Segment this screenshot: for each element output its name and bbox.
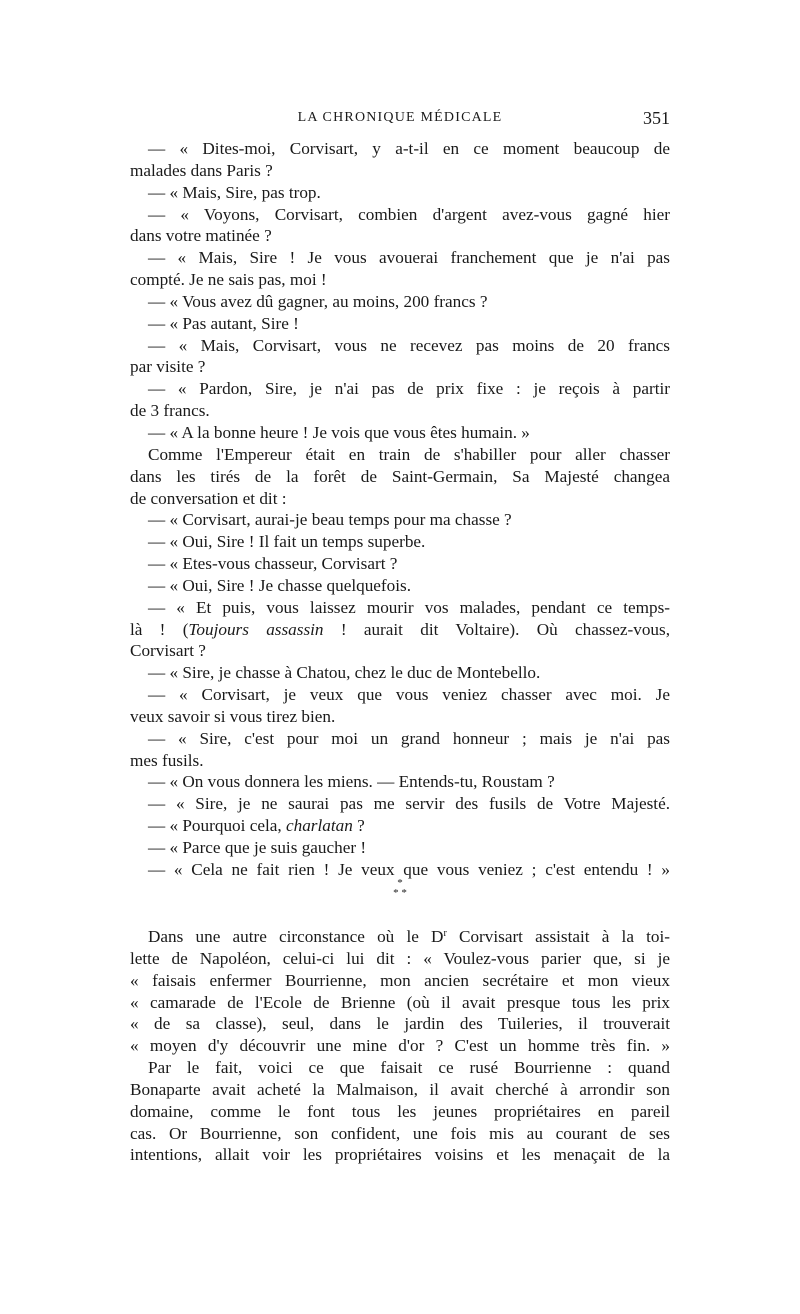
text-line: — « Mais, Sire, pas trop. (148, 182, 321, 202)
text-line: — « Cela ne fait rien ! Je veux que vous veniez ; c'est entendu ! » (148, 859, 670, 879)
text-line: — « Parce que je suis gaucher ! (148, 838, 367, 857)
text-line: — « Sire, c'est pour moi un grand honneur ; mais je n'ai pas (148, 728, 670, 748)
text-line: — « Mais, Sire ! Je vous avouerai franchement que je n'ai pas (148, 248, 670, 268)
text-line: « camarade de l'Ecole de Brienne (où il avait presque tous les prix (130, 992, 670, 1012)
text-line-italic-phrase (130, 619, 670, 641)
running-title: LA CHRONIQUE MÉDICALE (297, 110, 503, 125)
text-line: — « A la bonne heure ! Je vois que vous êtes humain. » (148, 422, 530, 442)
text-line: mes fusils. (130, 750, 204, 770)
text-line: — « Pardon, Sire, je n'ai pas de prix fixe : je reçois à partir (148, 379, 670, 399)
section-separator (130, 878, 670, 898)
text-line: lette de Napoléon, celui-ci lui dit : « Voulez-vous parier que, si je (130, 948, 670, 968)
narrative-block (130, 926, 670, 1166)
text-line: de conversation et dit : (130, 488, 287, 508)
text-line: cas. Or Bourrienne, son confident, une fois mis au courant de ses (130, 1123, 670, 1143)
text-line: malades dans Paris ? (130, 160, 273, 180)
text-line: Corvisart ? (130, 641, 206, 661)
text-line: — « Oui, Sire ! Je chasse quelquefois. (148, 575, 412, 595)
text-line: — « Corvisart, je veux que vous veniez chasser avec moi. Je (148, 685, 670, 705)
text-line: — « Sire, je ne saurai pas me servir des fusils de Votre Majesté. (148, 794, 670, 814)
text-line: par visite ? (130, 357, 206, 377)
text-line: — « Dites-moi, Corvisart, y a-t-il en ce moment beaucoup de (148, 139, 670, 158)
text-line: Par le fait, voici ce que faisait ce rusé Bourrienne : quand (148, 1058, 670, 1078)
page-number: 351 (643, 108, 670, 128)
text-line: intentions, allait voir les propriétaires voisins et les menaçait de la (130, 1145, 670, 1165)
asterisk-bottom: * * (393, 887, 407, 899)
text-line: — « Corvisart, aurai-je beau temps pour ma chasse ? (148, 510, 512, 530)
text-line: « faisais enfermer Bourrienne, mon ancien secrétaire et mon vieux (130, 970, 670, 990)
italic-phrase: charlatan (285, 816, 353, 836)
dialogue-block (130, 138, 670, 881)
text-line: — « Et puis, vous laissez mourir vos malades, pendant ce temps- (148, 597, 670, 617)
text-line: — « Mais, Corvisart, vous ne recevez pas moins de 20 francs (148, 335, 670, 355)
text-line: dans votre matinée ? (130, 226, 272, 246)
superscript: r (443, 928, 447, 939)
page-header (130, 108, 670, 130)
text-line: de 3 francs. (130, 401, 210, 421)
text-line: — « Vous avez dû gagner, au moins, 200 francs ? (148, 291, 488, 311)
text-line: — « Sire, je chasse à Chatou, chez le duc de Montebello. (148, 663, 541, 683)
text-line: — « Etes-vous chasseur, Corvisart ? (148, 554, 398, 574)
text-fragment: Corvisart assistait à la toi- (446, 927, 670, 946)
text-line (130, 926, 670, 948)
text-line: compté. Je ne sais pas, moi ! (130, 270, 327, 290)
italic-phrase: Toujours assassin (188, 619, 324, 639)
text-line: domaine, comme le font tous les jeunes propriétaires en pareil (130, 1101, 670, 1121)
text-line: « moyen d'y découvrir une mine d'or ? C'est un homme très fin. » (130, 1036, 670, 1056)
text-line: « de sa classe), seul, dans le jardin des Tuileries, il trouverait (130, 1014, 670, 1034)
text-line: — « On vous donnera les miens. — Entends-tu, Roustam ? (148, 772, 555, 792)
text-line: dans les tirés de la forêt de Saint-Germain, Sa Majesté changea (130, 466, 670, 486)
text-line: — « Pourquoi cela, charlatan ? (148, 816, 365, 836)
text-line: Comme l'Empereur était en train de s'habiller pour aller chasser (148, 444, 670, 464)
text-line: — « Pas autant, Sire ! (148, 313, 299, 333)
text-fragment: Dans une autre circonstance où le D (148, 927, 444, 946)
text-line: — « Oui, Sire ! Il fait un temps superbe. (148, 532, 426, 552)
text-line: Bonaparte avait acheté la Malmaison, il avait cherché à arrondir son (130, 1079, 670, 1099)
asterisk-top: * (397, 877, 403, 889)
text-line: veux savoir si vous tirez bien. (130, 706, 336, 726)
text-fragment: là ! (Toujours assassin ! aurait dit Voltaire). Où chassez-vous, (130, 619, 670, 639)
text-line: — « Voyons, Corvisart, combien d'argent avez-vous gagné hier (148, 204, 670, 224)
